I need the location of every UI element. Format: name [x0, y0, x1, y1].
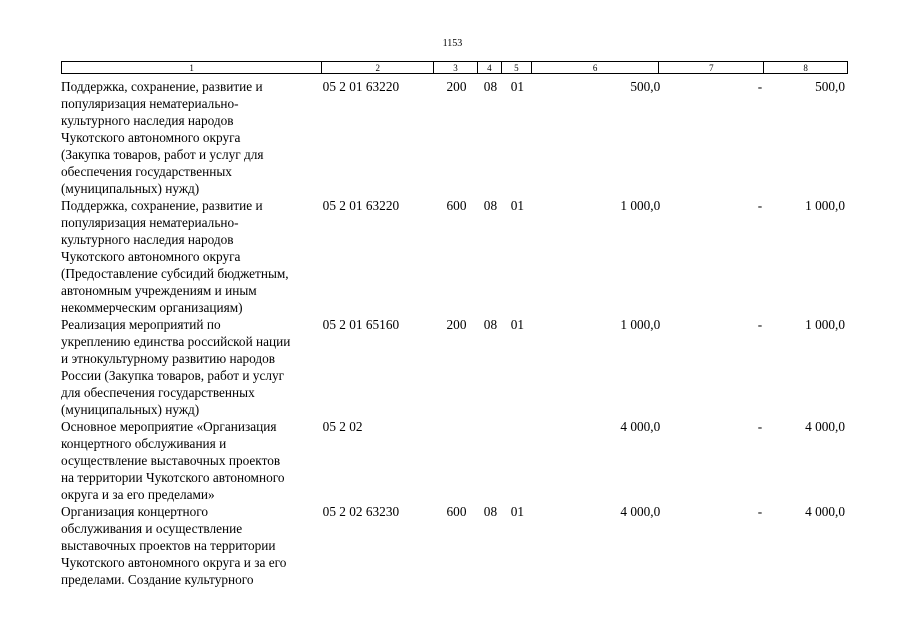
header-col-7: 7 [659, 62, 764, 73]
row-sum-fed: - [757, 504, 763, 519]
row-sum-fed: - [757, 419, 763, 434]
table-row [61, 316, 848, 418]
row-sum-reg: 1 000,0 [805, 317, 846, 332]
table-row [61, 418, 848, 503]
row-pr: 01 [510, 198, 525, 213]
header-col-3: 3 [434, 62, 478, 73]
header-col-1: 1 [62, 62, 322, 73]
header-col-6: 6 [532, 62, 660, 73]
row-sum-reg: 1 000,0 [805, 198, 846, 213]
table-header [61, 61, 848, 74]
table-row [61, 197, 848, 316]
table-body [61, 78, 848, 588]
row-name: Реализация мероприятий по укреплению единства российской нации и этнокультурному развитию народов России (Закупка товаров, работ и услуг для обеспечения государственных (муниципальных) нужд) [61, 317, 291, 417]
row-pr: 01 [510, 79, 525, 94]
row-sum-reg: 4 000,0 [805, 504, 846, 519]
row-pr [502, 418, 532, 503]
row-name: Организация концертного обслуживания и осуществление выставочных проектов на территории Чукотского автономного округа и за его пределами. Создание культурного [61, 504, 287, 587]
row-sum-fed: - [757, 79, 763, 94]
row-code: 05 2 02 [322, 419, 363, 434]
row-vr [435, 418, 479, 503]
row-sum-fed: - [757, 317, 763, 332]
row-rz: 08 [483, 317, 498, 332]
header-col-5: 5 [502, 62, 532, 73]
row-vr: 600 [446, 504, 467, 519]
row-name: Поддержка, сохранение, развитие и популяризация нематериально- культурного наследия народов Чукотского автономного округа (Предоставление субсидий бюджетным, автономным учреждениям и иным некоммерческим организациям) [61, 198, 289, 315]
row-code: 05 2 01 63220 [322, 79, 400, 94]
row-pr: 01 [510, 504, 525, 519]
row-rz [478, 418, 502, 503]
row-vr: 200 [446, 79, 467, 94]
table-row [61, 78, 848, 197]
page-number: 1153 [442, 38, 463, 49]
row-rz: 08 [483, 79, 498, 94]
row-sum-total: 500,0 [630, 79, 661, 94]
header-col-4: 4 [478, 62, 502, 73]
row-sum-total: 1 000,0 [620, 198, 661, 213]
row-vr: 200 [446, 317, 467, 332]
row-sum-total: 4 000,0 [620, 504, 661, 519]
row-sum-reg: 500,0 [815, 79, 846, 94]
header-col-2: 2 [322, 62, 434, 73]
row-name: Основное мероприятие «Организация концертного обслуживания и осуществление выставочных проектов на территории Чукотского автономного округа и за его пределами» [61, 419, 285, 502]
header-col-8: 8 [803, 63, 808, 73]
row-vr: 600 [446, 198, 467, 213]
row-sum-total: 4 000,0 [620, 419, 661, 434]
row-sum-fed: - [757, 198, 763, 213]
row-sum-total: 1 000,0 [620, 317, 661, 332]
row-name: Поддержка, сохранение, развитие и популяризация нематериально- культурного наследия народов Чукотского автономного округа (Закупка товаров, работ и услуг для обеспечения государственных (муниципальных) нужд) [61, 79, 264, 196]
row-rz: 08 [483, 504, 498, 519]
row-pr: 01 [510, 317, 525, 332]
row-sum-reg: 4 000,0 [805, 419, 846, 434]
row-code: 05 2 01 63220 [322, 198, 400, 213]
row-code: 05 2 02 63230 [322, 504, 400, 519]
row-rz: 08 [483, 198, 498, 213]
row-code: 05 2 01 65160 [322, 317, 400, 332]
table-row [61, 503, 848, 588]
